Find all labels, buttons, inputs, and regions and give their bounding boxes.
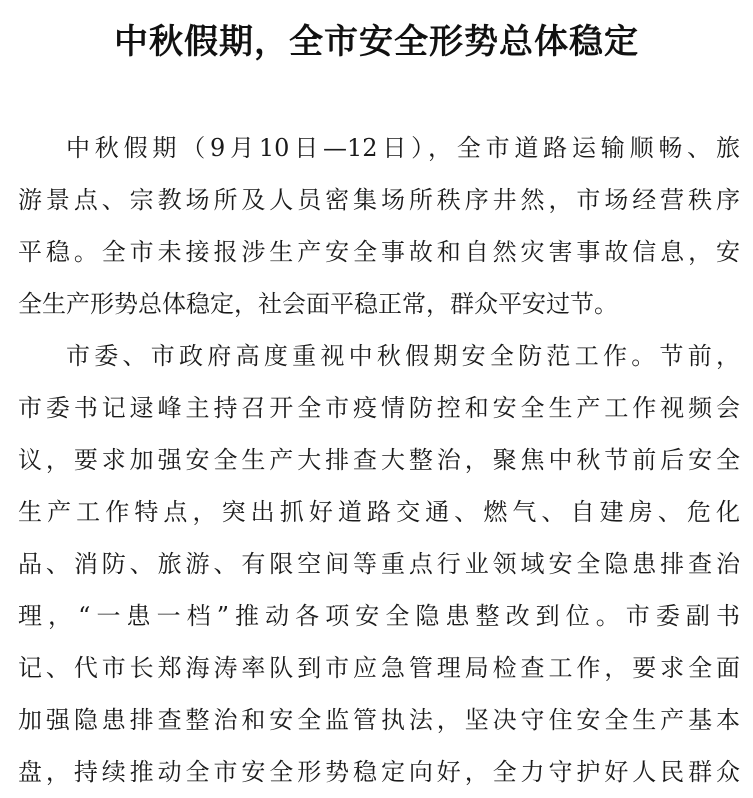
paragraph-line: 游景点、宗教场所及人员密集场所秩序井然，市场经营秩序 <box>18 186 740 214</box>
paragraph-1 <box>18 122 740 330</box>
document-title: 中秋假期，全市安全形势总体稳定 <box>114 22 639 62</box>
paragraph-line: 议，要求加强安全生产大排查大整治，聚焦中秋节前后安全 <box>18 446 740 474</box>
paragraph-line: 市委、市政府高度重视中秋假期安全防范工作。节前， <box>66 342 740 370</box>
paragraph-line: 平稳。全市未接报涉生产安全事故和自然灾害事故信息，安 <box>18 238 740 266</box>
paragraph-line: 品、消防、旅游、有限空间等重点行业领域安全隐患排查治 <box>18 550 740 578</box>
paragraph-line: 记、代市长郑海涛率队到市应急管理局检查工作，要求全面 <box>18 654 740 682</box>
document-body <box>18 122 740 798</box>
paragraph-line: 生产工作特点，突出抓好道路交通、燃气、自建房、危化 <box>18 498 740 526</box>
paragraph-line: 理，“一患一档”推动各项安全隐患整改到位。市委副书 <box>18 602 740 630</box>
paragraph-line: 全生产形势总体稳定，社会面平稳正常，群众平安过节。 <box>18 290 618 318</box>
paragraph-line: 盘，持续推动全市安全形势稳定向好，全力守护好人民群众 <box>18 758 740 786</box>
paragraph-line: 加强隐患排查整治和安全监管执法，坚决守住安全生产基本 <box>18 706 740 734</box>
paragraph-2 <box>18 330 740 798</box>
paragraph-line: 市委书记逯峰主持召开全市疫情防控和安全生产工作视频会 <box>18 394 740 422</box>
paragraph-line: 中秋假期（9月10日—12日），全市道路运输顺畅、旅 <box>66 134 740 162</box>
